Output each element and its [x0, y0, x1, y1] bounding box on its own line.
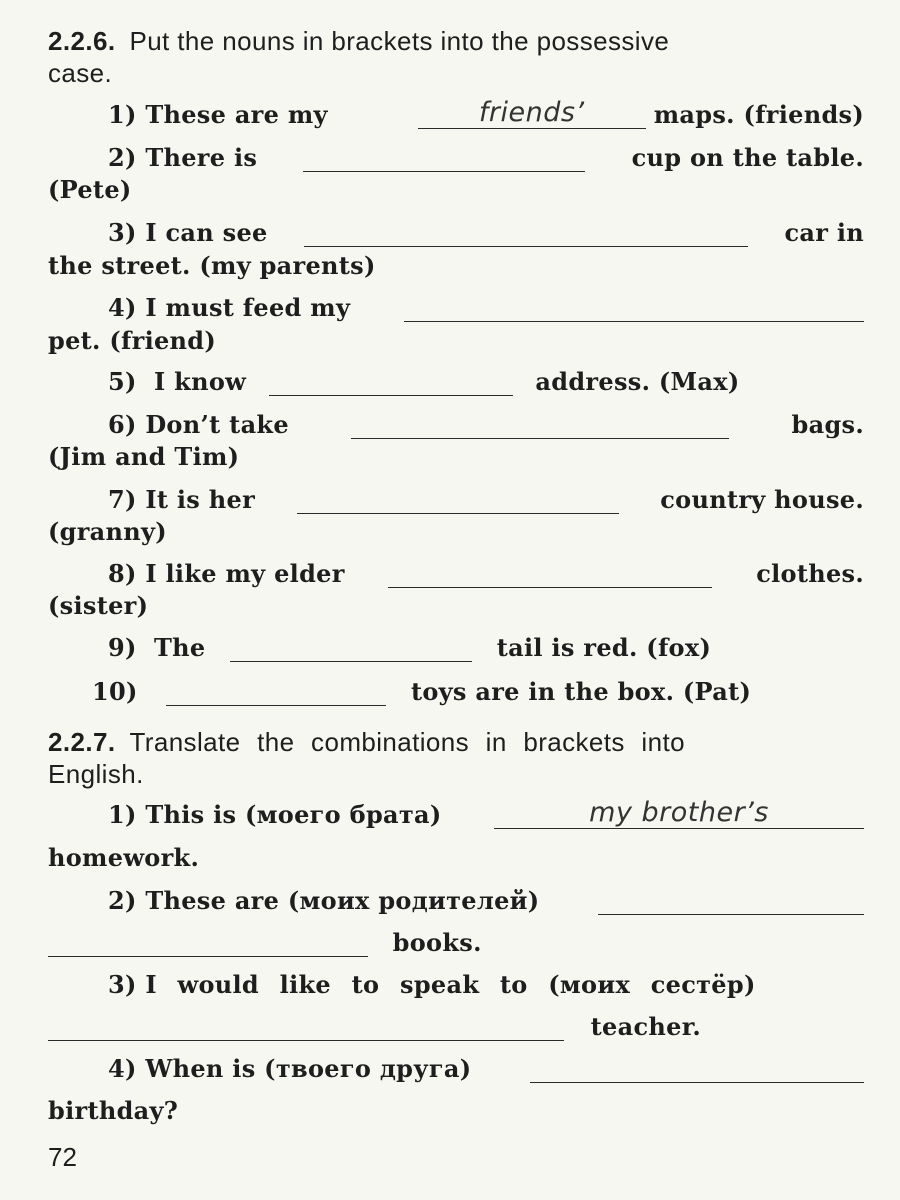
item-text-cont: (Pete) [48, 175, 132, 204]
item-text: These are (моих родителей) [145, 886, 540, 915]
translation-blank-4[interactable] [530, 1056, 864, 1083]
item-text: bags. [791, 410, 864, 439]
item-number: 4) [108, 293, 137, 322]
exercise-227-title-cont: English. [48, 759, 144, 789]
translation-blank-2b[interactable] [48, 930, 368, 957]
ex227-item-3 [108, 970, 864, 999]
item-text: tail is red. (fox) [496, 633, 712, 662]
item-text: This is (моего брата) [145, 800, 442, 829]
translation-blank-2[interactable] [598, 888, 864, 915]
item-text: These are my [145, 100, 328, 129]
answer-blank-3[interactable] [304, 220, 748, 247]
ex226-item-1 [108, 97, 864, 129]
ex227-item-1 [108, 797, 864, 829]
item-number: 1) [108, 800, 137, 829]
item-text-cont: the street. (my parents) [48, 251, 376, 280]
answer-blank-9[interactable] [230, 635, 472, 662]
translation-blank-3[interactable] [48, 1014, 564, 1041]
exercise-226-title-cont: case. [48, 58, 113, 88]
handwritten-answer: my brother’s [589, 797, 769, 828]
item-number: 5) [108, 367, 137, 396]
item-text: maps. (friends) [653, 100, 864, 129]
item-text: I like my elder [145, 559, 345, 588]
translation-blank-1[interactable] [494, 797, 864, 829]
exercise-227-title: Translate the combinations in brackets into [129, 727, 685, 757]
item-number: 4) [108, 1054, 137, 1083]
item-text: cup on the table. [631, 143, 865, 172]
item-number: 2) [108, 886, 137, 915]
answer-blank-5[interactable] [269, 369, 513, 396]
ex226-item-8 [108, 559, 864, 588]
ex226-item-2 [108, 143, 864, 172]
answer-blank-8[interactable] [388, 561, 712, 588]
item-text-cont: birthday? [48, 1096, 179, 1125]
item-number: 8) [108, 559, 137, 588]
item-text: The [153, 633, 206, 662]
ex227-item-4 [108, 1054, 864, 1083]
item-text: I know [153, 367, 247, 396]
item-text: I must feed my [145, 293, 351, 322]
exercise-226-title: Put the nouns in brackets into the possessive [129, 26, 670, 56]
item-number: 7) [108, 485, 137, 514]
item-text: It is her [145, 485, 256, 514]
ex227-item-2-cont [48, 928, 864, 957]
item-text: Don’t take [145, 410, 289, 439]
item-text: address. (Max) [535, 367, 740, 396]
item-text: I would like to speak to (моих сестёр) [145, 970, 756, 999]
item-text: country house. [660, 485, 865, 514]
exercise-226-heading [48, 26, 864, 57]
item-text-cont: (granny) [48, 517, 167, 546]
item-number: 1) [108, 100, 137, 129]
item-number: 10) [92, 677, 138, 706]
ex226-item-3 [108, 218, 864, 247]
exercise-227-heading [48, 727, 864, 758]
item-text-cont: (Jim and Tim) [48, 442, 240, 471]
ex226-item-6 [108, 410, 864, 439]
ex227-item-2 [108, 886, 864, 915]
item-text: toys are in the box. (Pat) [410, 677, 752, 706]
item-text: There is [145, 143, 258, 172]
item-text-cont: homework. [48, 843, 200, 872]
answer-blank-1[interactable] [418, 97, 646, 129]
item-text: clothes. [756, 559, 865, 588]
answer-blank-2[interactable] [303, 145, 585, 172]
item-number: 9) [108, 633, 137, 662]
ex226-item-10 [92, 677, 864, 706]
answer-blank-7[interactable] [297, 487, 619, 514]
answer-blank-6[interactable] [351, 412, 729, 439]
item-text: car in [784, 218, 864, 247]
ex226-item-7 [108, 485, 864, 514]
item-text-cont: pet. (friend) [48, 326, 217, 355]
item-number: 3) [108, 218, 137, 247]
item-text-cont: (sister) [48, 591, 149, 620]
ex226-item-5 [108, 367, 864, 396]
item-text: I can see [145, 218, 268, 247]
page-number: 72 [48, 1142, 77, 1172]
ex226-item-9 [108, 633, 864, 662]
item-text-cont: books. [392, 928, 482, 957]
handwritten-answer: friends’ [478, 97, 585, 128]
item-number: 2) [108, 143, 137, 172]
item-text: When is (твоего друга) [145, 1054, 472, 1083]
item-number: 6) [108, 410, 137, 439]
item-number: 3) [108, 970, 137, 999]
ex227-item-3-cont [48, 1012, 864, 1041]
ex226-item-4 [108, 293, 864, 322]
exercise-227-number: 2.2.7. [48, 727, 116, 757]
answer-blank-4[interactable] [404, 295, 864, 322]
exercise-226-number: 2.2.6. [48, 26, 116, 56]
answer-blank-10[interactable] [166, 679, 386, 706]
item-text-cont: teacher. [590, 1012, 702, 1041]
